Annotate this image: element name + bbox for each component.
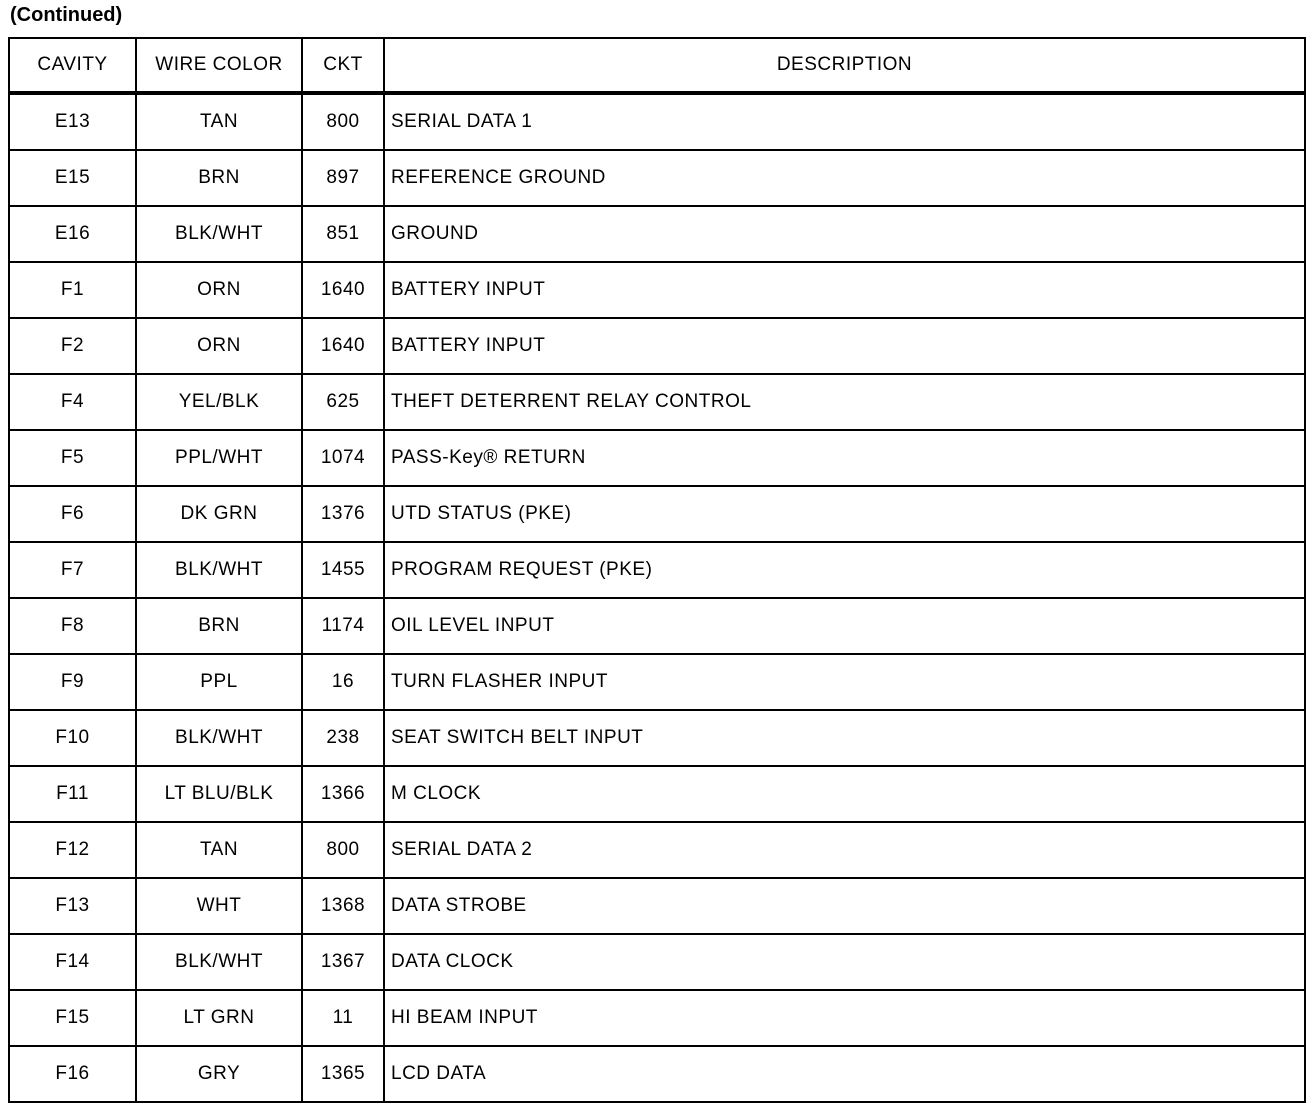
table-body	[9, 93, 1305, 1102]
description-cell: REFERENCE GROUND	[384, 150, 1305, 206]
description-cell: M CLOCK	[384, 766, 1305, 822]
column-header-description: DESCRIPTION	[384, 38, 1305, 93]
wire-color-cell: GRY	[136, 1046, 302, 1102]
ckt-cell: 1455	[302, 542, 384, 598]
ckt-cell: 1366	[302, 766, 384, 822]
cavity-cell: F11	[9, 766, 136, 822]
cavity-cell: F14	[9, 934, 136, 990]
ckt-cell: 1174	[302, 598, 384, 654]
column-header-cavity: CAVITY	[9, 38, 136, 93]
cavity-cell: F12	[9, 822, 136, 878]
table-row	[9, 542, 1305, 598]
wire-color-cell: WHT	[136, 878, 302, 934]
continued-label: (Continued)	[10, 4, 123, 26]
description-cell: PASS-Key® RETURN	[384, 430, 1305, 486]
wire-color-cell: TAN	[136, 822, 302, 878]
description-cell: TURN FLASHER INPUT	[384, 654, 1305, 710]
cavity-cell: E16	[9, 206, 136, 262]
description-cell: BATTERY INPUT	[384, 318, 1305, 374]
table-row	[9, 93, 1305, 150]
wire-color-cell: PPL/WHT	[136, 430, 302, 486]
cavity-cell: F7	[9, 542, 136, 598]
cavity-cell: F4	[9, 374, 136, 430]
connector-pinout-table	[8, 37, 1306, 1103]
description-cell: BATTERY INPUT	[384, 262, 1305, 318]
description-cell: THEFT DETERRENT RELAY CONTROL	[384, 374, 1305, 430]
wire-color-cell: PPL	[136, 654, 302, 710]
cavity-cell: F9	[9, 654, 136, 710]
column-header-ckt: CKT	[302, 38, 384, 93]
cavity-cell: F15	[9, 990, 136, 1046]
cavity-cell: E15	[9, 150, 136, 206]
description-cell: LCD DATA	[384, 1046, 1305, 1102]
ckt-cell: 897	[302, 150, 384, 206]
cavity-cell: F1	[9, 262, 136, 318]
ckt-cell: 16	[302, 654, 384, 710]
ckt-cell: 1365	[302, 1046, 384, 1102]
header-row	[9, 38, 1305, 93]
description-cell: SERIAL DATA 1	[384, 93, 1305, 150]
table-row	[9, 878, 1305, 934]
cavity-cell: F10	[9, 710, 136, 766]
description-cell: HI BEAM INPUT	[384, 990, 1305, 1046]
table-row	[9, 766, 1305, 822]
ckt-cell: 1640	[302, 262, 384, 318]
ckt-cell: 1376	[302, 486, 384, 542]
wire-color-cell: BLK/WHT	[136, 206, 302, 262]
description-cell: DATA STROBE	[384, 878, 1305, 934]
wire-color-cell: BLK/WHT	[136, 934, 302, 990]
table-row	[9, 710, 1305, 766]
wire-color-cell: DK GRN	[136, 486, 302, 542]
cavity-cell: F13	[9, 878, 136, 934]
wire-color-cell: ORN	[136, 262, 302, 318]
ckt-cell: 1640	[302, 318, 384, 374]
ckt-cell: 1367	[302, 934, 384, 990]
table-row	[9, 262, 1305, 318]
description-cell: SEAT SWITCH BELT INPUT	[384, 710, 1305, 766]
wire-color-cell: BRN	[136, 150, 302, 206]
table-row	[9, 1046, 1305, 1102]
table-row	[9, 318, 1305, 374]
table-row	[9, 486, 1305, 542]
cavity-cell: F5	[9, 430, 136, 486]
ckt-cell: 625	[302, 374, 384, 430]
ckt-cell: 1074	[302, 430, 384, 486]
ckt-cell: 1368	[302, 878, 384, 934]
description-cell: UTD STATUS (PKE)	[384, 486, 1305, 542]
table-row	[9, 934, 1305, 990]
ckt-cell: 11	[302, 990, 384, 1046]
table-header	[9, 38, 1305, 93]
table-row	[9, 598, 1305, 654]
description-cell: SERIAL DATA 2	[384, 822, 1305, 878]
ckt-cell: 800	[302, 822, 384, 878]
table-row	[9, 206, 1305, 262]
wire-color-cell: BLK/WHT	[136, 542, 302, 598]
table-row	[9, 654, 1305, 710]
cavity-cell: F2	[9, 318, 136, 374]
table-row	[9, 822, 1305, 878]
wire-color-cell: LT BLU/BLK	[136, 766, 302, 822]
wire-color-cell: ORN	[136, 318, 302, 374]
ckt-cell: 851	[302, 206, 384, 262]
wire-color-cell: BLK/WHT	[136, 710, 302, 766]
cavity-cell: F16	[9, 1046, 136, 1102]
cavity-cell: F8	[9, 598, 136, 654]
description-cell: DATA CLOCK	[384, 934, 1305, 990]
table-row	[9, 430, 1305, 486]
table-row	[9, 374, 1305, 430]
wire-color-cell: TAN	[136, 93, 302, 150]
wire-color-cell: YEL/BLK	[136, 374, 302, 430]
wire-color-cell: BRN	[136, 598, 302, 654]
description-cell: OIL LEVEL INPUT	[384, 598, 1305, 654]
column-header-wire-color: WIRE COLOR	[136, 38, 302, 93]
description-cell: GROUND	[384, 206, 1305, 262]
table-row	[9, 990, 1305, 1046]
description-cell: PROGRAM REQUEST (PKE)	[384, 542, 1305, 598]
cavity-cell: E13	[9, 93, 136, 150]
cavity-cell: F6	[9, 486, 136, 542]
ckt-cell: 800	[302, 93, 384, 150]
wire-color-cell: LT GRN	[136, 990, 302, 1046]
ckt-cell: 238	[302, 710, 384, 766]
table-row	[9, 150, 1305, 206]
